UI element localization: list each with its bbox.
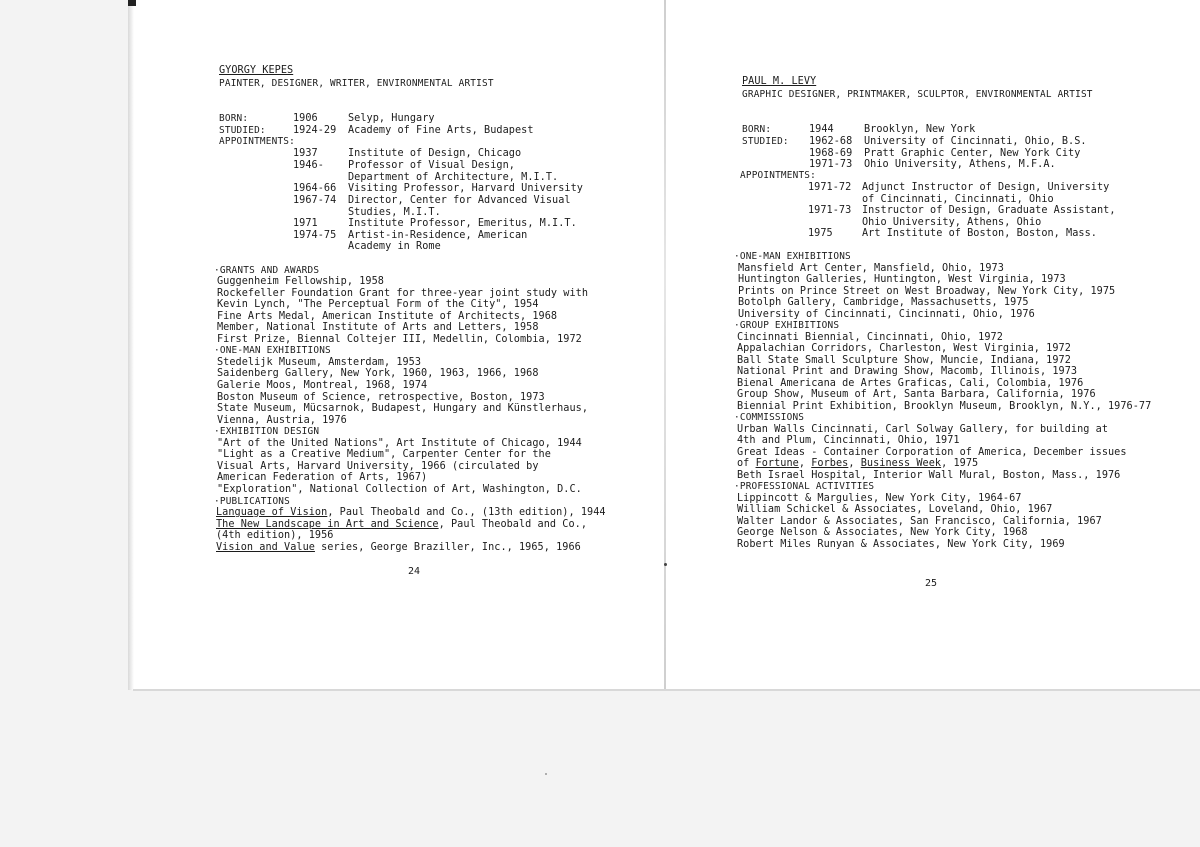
commission-prefix: of [737, 458, 756, 469]
appointment-year: 1974-75 [293, 230, 337, 241]
oneman-heading: ·ONE-MAN EXHIBITIONS [214, 345, 331, 356]
publication-details: , Paul Theobald and Co., (13th edition), 1944 [327, 507, 606, 518]
page-corner-mark [128, 0, 136, 6]
separator: , [848, 458, 861, 469]
artist-titles: PAINTER, DESIGNER, WRITER, ENVIRONMENTAL ARTIST [219, 78, 494, 89]
publication-title: The New Landscape in Art and Science [216, 519, 439, 530]
studied-place: Academy of Fine Arts, Budapest [348, 125, 534, 136]
exhibition-item: Prints on Prince Street on West Broadway, New York City, 1975 [738, 286, 1116, 297]
appointment-text: Artist-in-Residence, American [348, 230, 528, 241]
appointments-label: APPOINTMENTS: [740, 170, 816, 181]
study-year: 1968-69 [809, 148, 853, 159]
publication-item [216, 507, 606, 519]
artist-titles: GRAPHIC DESIGNER, PRINTMAKER, SCULPTOR, ENVIRONMENTAL ARTIST [742, 89, 1093, 100]
design-heading: ·EXHIBITION DESIGN [214, 426, 320, 437]
born-place: Brooklyn, New York [864, 124, 976, 135]
appointments-label: APPOINTMENTS: [219, 136, 295, 147]
grant-item: Member, National Institute of Arts and Letters, 1958 [217, 322, 539, 333]
appointment-year: 1975 [808, 228, 833, 239]
dust-speck [664, 563, 667, 566]
grant-item: Guggenheim Fellowship, 1958 [217, 276, 384, 287]
appointment-text: Art Institute of Boston, Boston, Mass. [862, 228, 1097, 239]
exhibition-item: Saidenberg Gallery, New York, 1960, 1963, 1966, 1968 [217, 368, 539, 379]
born-year: 1906 [293, 113, 318, 124]
exhibition-item: Botolph Gallery, Cambridge, Massachusetts, 1975 [738, 297, 1029, 308]
exhibition-item: Mansfield Art Center, Mansfield, Ohio, 1973 [738, 263, 1004, 274]
group-item: Appalachian Corridors, Charleston, West Virginia, 1972 [737, 343, 1071, 354]
magazine-title: Forbes [811, 458, 849, 469]
publication-title: Vision and Value [216, 542, 315, 553]
grant-item: Rockefeller Foundation Grant for three-year joint study with [217, 288, 589, 299]
group-heading: ·GROUP EXHIBITIONS [734, 320, 840, 331]
page-edge-shadow [128, 0, 134, 690]
exhibition-item: Galerie Moos, Montreal, 1968, 1974 [217, 380, 428, 391]
commission-year: , 1975 [941, 458, 979, 469]
exhibition-item: Stedelijk Museum, Amsterdam, 1953 [217, 357, 422, 368]
book-spine [664, 0, 666, 690]
exhibition-item: Vienna, Austria, 1976 [217, 415, 347, 426]
professional-item: George Nelson & Associates, New York City, 1968 [737, 527, 1028, 538]
page-bottom-edge [133, 689, 1200, 691]
appointment-year: 1971-73 [808, 205, 852, 216]
born-label: BORN: [742, 124, 772, 135]
grant-item: Fine Arts Medal, American Institute of Architects, 1968 [217, 311, 558, 322]
professional-item: Robert Miles Runyan & Associates, New York City, 1969 [737, 539, 1065, 550]
exhibition-item: State Museum, Mücsarnok, Budapest, Hungary and Künstlerhaus, [217, 403, 589, 414]
group-item: Group Show, Museum of Art, Santa Barbara, California, 1976 [737, 389, 1096, 400]
studied-label: STUDIED: [742, 136, 789, 147]
grant-item: First Prize, Biennal Coltejer III, Medellin, Colombia, 1972 [217, 334, 582, 345]
appointment-year: 1946- [293, 160, 324, 171]
born-label: BORN: [219, 113, 249, 124]
appointment-year: 1967-74 [293, 195, 337, 206]
commission-item: Urban Walls Cincinnati, Carl Solway Gallery, for building at [737, 424, 1109, 435]
study-text: Pratt Graphic Center, New York City [864, 148, 1081, 159]
grant-item: Kevin Lynch, "The Perceptual Form of the City", 1954 [217, 299, 539, 310]
group-item: Cincinnati Biennial, Cincinnati, Ohio, 1972 [737, 332, 1003, 343]
appointment-year: 1971-72 [808, 182, 852, 193]
page-number: 25 [925, 578, 938, 589]
publications-heading: ·PUBLICATIONS [214, 496, 290, 507]
appointment-text: Studies, M.I.T. [348, 207, 441, 218]
born-year: 1944 [809, 124, 834, 135]
grants-heading: ·GRANTS AND AWARDS [214, 265, 320, 276]
professional-heading: ·PROFESSIONAL ACTIVITIES [734, 481, 875, 492]
publication-title: Language of Vision [216, 507, 328, 518]
design-item: "Art of the United Nations", Art Institute of Chicago, 1944 [217, 438, 582, 449]
professional-item: Lippincott & Margulies, New York City, 1964-67 [737, 493, 1022, 504]
appointment-text: of Cincinnati, Cincinnati, Ohio [862, 194, 1054, 205]
exhibition-item: University of Cincinnati, Cincinnati, Ohio, 1976 [738, 309, 1035, 320]
group-item: National Print and Drawing Show, Macomb, Illinois, 1973 [737, 366, 1078, 377]
born-place: Selyp, Hungary [348, 113, 435, 124]
publication-details: series, George Braziller, Inc., 1965, 1966 [314, 542, 581, 553]
appointment-text: Ohio University, Athens, Ohio [862, 217, 1042, 228]
appointment-text: Director, Center for Advanced Visual [348, 195, 571, 206]
study-year: 1971-73 [809, 159, 853, 170]
commission-item: Beth Israel Hospital, Interior Wall Mural, Boston, Mass., 1976 [737, 470, 1121, 481]
page-number: 24 [408, 566, 421, 577]
studied-year: 1924-29 [293, 125, 337, 136]
appointment-text: Visiting Professor, Harvard University [348, 183, 583, 194]
professional-item: William Schickel & Associates, Loveland, Ohio, 1967 [737, 504, 1053, 515]
appointment-year: 1937 [293, 148, 318, 159]
commission-item [737, 458, 978, 470]
exhibition-item: Boston Museum of Science, retrospective, Boston, 1973 [217, 392, 545, 403]
publication-item [216, 542, 581, 554]
design-item: "Light as a Creative Medium", Carpenter Center for the [217, 449, 551, 460]
study-year: 1962-68 [809, 136, 853, 147]
appointment-text: Adjunct Instructor of Design, University [862, 182, 1110, 193]
appointment-text: Institute Professor, Emeritus, M.I.T. [348, 218, 577, 229]
publication-item: (4th edition), 1956 [216, 530, 334, 541]
group-item: Ball State Small Sculpture Show, Muncie, Indiana, 1972 [737, 355, 1071, 366]
group-item: Biennial Print Exhibition, Brooklyn Museum, Brooklyn, N.Y., 1976-77 [737, 401, 1152, 412]
study-text: Ohio University, Athens, M.F.A. [864, 159, 1056, 170]
design-item: American Federation of Arts, 1967) [217, 472, 428, 483]
magazine-title: Business Week [860, 458, 942, 469]
exhibition-item: Huntington Galleries, Huntington, West Virginia, 1973 [738, 274, 1066, 285]
commission-item: 4th and Plum, Cincinnati, Ohio, 1971 [737, 435, 960, 446]
commission-item: Great Ideas - Container Corporation of America, December issues [737, 447, 1127, 458]
appointment-text: Instructor of Design, Graduate Assistant, [862, 205, 1116, 216]
design-item: Visual Arts, Harvard University, 1966 (circulated by [217, 461, 539, 472]
artist-name: PAUL M. LEVY [742, 76, 817, 87]
appointment-year: 1964-66 [293, 183, 337, 194]
publication-details: , Paul Theobald and Co., [438, 519, 588, 530]
studied-label: STUDIED: [219, 125, 266, 136]
appointment-year: 1971 [293, 218, 318, 229]
magazine-title: Fortune [755, 458, 799, 469]
professional-item: Walter Landor & Associates, San Francisco, California, 1967 [737, 516, 1102, 527]
oneman-heading: ·ONE-MAN EXHIBITIONS [734, 251, 851, 262]
appointment-text: Institute of Design, Chicago [348, 148, 522, 159]
group-item: Bienal Americana de Artes Graficas, Cali, Colombia, 1976 [737, 378, 1084, 389]
appointment-text: Department of Architecture, M.I.T. [348, 172, 559, 183]
separator: , [798, 458, 812, 469]
study-text: University of Cincinnati, Ohio, B.S. [864, 136, 1087, 147]
appointment-text: Academy in Rome [348, 241, 441, 252]
commissions-heading: ·COMMISSIONS [734, 412, 805, 423]
artist-name: GYORGY KEPES [219, 65, 294, 76]
appointment-text: Professor of Visual Design, [348, 160, 515, 171]
design-item: "Exploration", National Collection of Art, Washington, D.C. [217, 484, 582, 495]
dust-speck [545, 773, 547, 775]
